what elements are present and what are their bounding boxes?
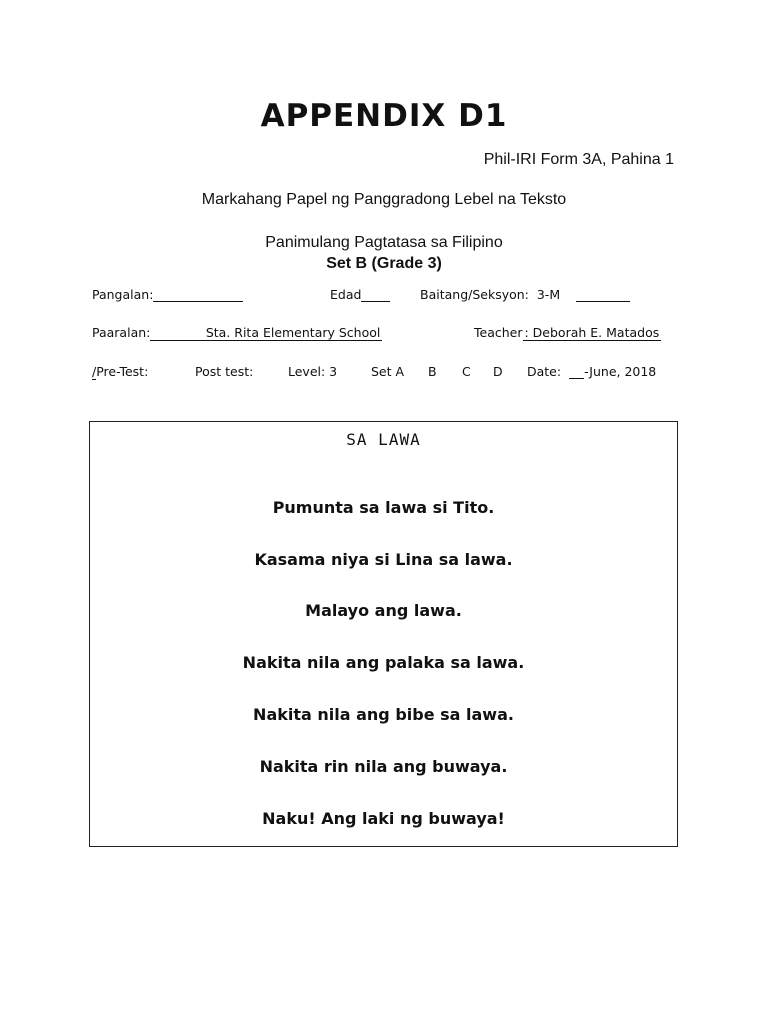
story-line: Malayo ang lawa. xyxy=(305,601,462,620)
teacher-label: Teacher xyxy=(474,325,523,340)
story-line: Nakita nila ang palaka sa lawa. xyxy=(242,653,525,672)
age-blank xyxy=(361,287,390,302)
story-box xyxy=(89,421,678,847)
set-b-option: B xyxy=(428,364,437,379)
set-a-option: Set A xyxy=(371,364,405,379)
pretest-field xyxy=(92,364,148,380)
form-subtitle: Markahang Papel ng Panggradong Lebel na Teksto xyxy=(201,191,567,208)
age-field xyxy=(330,287,390,302)
teacher-value: : Deborah E. Matados xyxy=(524,325,660,340)
story-line: Naku! Ang laki ng buwaya! xyxy=(262,809,505,828)
grade-section-label: Baitang/Seksyon: xyxy=(420,287,529,302)
grade-section-blank xyxy=(576,287,630,302)
set-c-option: C xyxy=(462,364,471,379)
form-reference: Phil-IRI Form 3A, Pahina 1 xyxy=(483,151,674,168)
date-blank xyxy=(569,364,584,379)
posttest-label: Post test: xyxy=(195,364,254,379)
grade-section-field xyxy=(420,287,630,302)
school-value: Sta. Rita Elementary School xyxy=(150,325,382,341)
grade-section-value: 3-M xyxy=(536,287,561,302)
date-label: Date: xyxy=(527,364,562,379)
date-value: -June, 2018 xyxy=(584,364,657,379)
page-title: APPENDIX D1 xyxy=(260,98,508,134)
school-field xyxy=(92,325,382,341)
name-blank xyxy=(153,287,243,302)
set-label: Set B (Grade 3) xyxy=(326,255,442,272)
teacher-field xyxy=(474,325,661,341)
story-line: Pumunta sa lawa si Tito. xyxy=(272,498,495,517)
name-field xyxy=(92,287,243,302)
name-label: Pangalan: xyxy=(92,287,154,302)
set-d-option: D xyxy=(493,364,503,379)
pretest-label: Pre-Test: xyxy=(96,364,149,379)
age-label: Edad xyxy=(330,287,362,302)
test-name: Panimulang Pagtatasa sa Filipino xyxy=(265,234,503,251)
pretest-mark: / xyxy=(92,364,97,379)
date-field xyxy=(527,364,656,379)
level-label: Level: 3 xyxy=(288,364,338,379)
story-title: SA LAWA xyxy=(346,430,421,449)
story-line: Nakita rin nila ang buwaya. xyxy=(259,757,508,776)
story-line: Kasama niya si Lina sa lawa. xyxy=(254,550,513,569)
story-line: Nakita nila ang bibe sa lawa. xyxy=(253,705,514,724)
school-label: Paaralan: xyxy=(92,325,151,340)
